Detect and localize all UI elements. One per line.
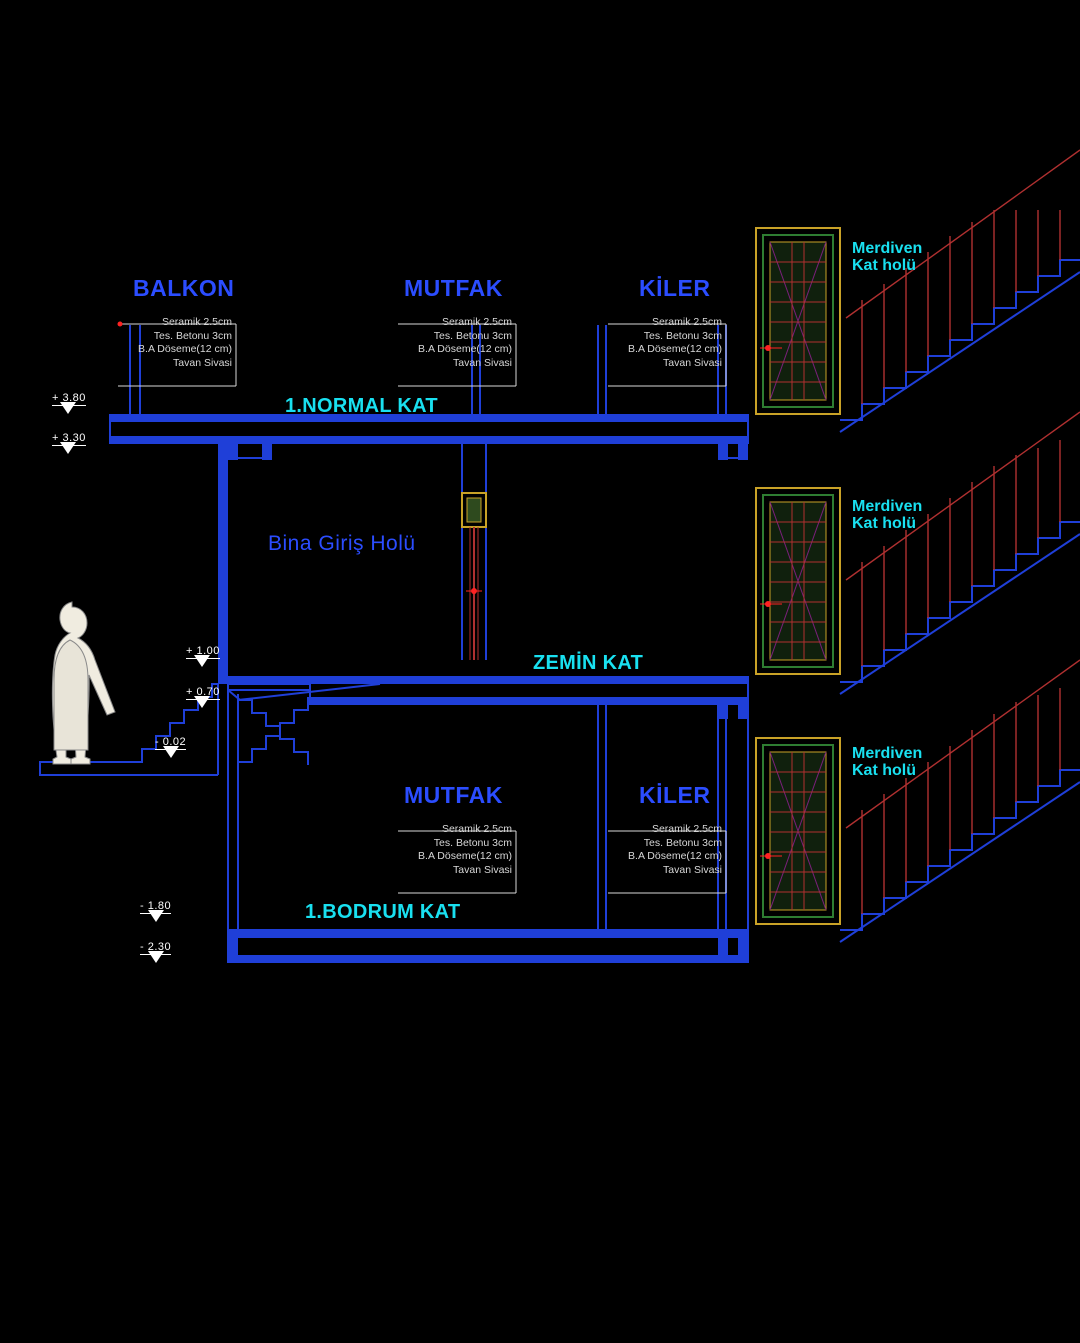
stair-core-ground — [756, 488, 840, 674]
spec-kiler-alt — [602, 823, 722, 877]
stair-label-1-line2: Kat holü — [852, 257, 916, 274]
level-marker-330: + 3.30 — [52, 432, 86, 444]
floor-label-bodrum-kat: 1.BODRUM KAT — [305, 901, 461, 923]
level-marker-380: + 3.80 — [52, 392, 86, 404]
stair-label-1-line1: Merdiven — [852, 240, 923, 257]
spec-line: Seramik 2.5cm — [441, 316, 512, 328]
spec-line: Seramik 2.5cm — [651, 316, 722, 328]
spec-line: Tes. Betonu 3cm — [433, 836, 512, 849]
stair-core-upper — [756, 228, 840, 414]
stair-run-lower — [840, 660, 1080, 942]
spec-mutfak-alt — [392, 823, 512, 877]
stair-label-1 — [852, 240, 922, 274]
spec-line: Seramik 2.5cm — [161, 316, 232, 328]
stair-label-3-line2: Kat holü — [852, 762, 916, 779]
spec-balkon — [112, 316, 232, 370]
spec-line: Tes. Betonu 3cm — [153, 329, 232, 342]
room-label-mutfak-alt: MUTFAK — [404, 782, 503, 808]
spec-line: B.A Döseme(12 cm) — [138, 343, 232, 355]
spec-line: B.A Döseme(12 cm) — [628, 343, 722, 355]
person-figure — [52, 602, 115, 764]
room-label-balkon: BALKON — [133, 275, 235, 301]
stair-label-3 — [852, 745, 922, 779]
spec-line: Tavan Sivasi — [173, 356, 232, 369]
spec-line: Tavan Sivasi — [453, 356, 512, 369]
stair-label-2 — [852, 498, 922, 532]
room-label-kiler-alt: KİLER — [639, 782, 711, 808]
floor-label-zemin-kat: ZEMİN KAT — [533, 652, 644, 674]
level-marker-180: - 1.80 — [140, 900, 172, 912]
spec-line: Tes. Betonu 3cm — [643, 329, 722, 342]
spec-line: Tes. Betonu 3cm — [433, 329, 512, 342]
spec-line: B.A Döseme(12 cm) — [418, 850, 512, 862]
spec-line: B.A Döseme(12 cm) — [628, 850, 722, 862]
room-label-mutfak-ust: MUTFAK — [404, 275, 503, 301]
hall-label: Bina Giriş Holü — [268, 532, 416, 555]
level-marker-002: - 0.02 — [155, 736, 187, 748]
spec-mutfak-ust — [392, 316, 512, 370]
level-marker-100: + 1.00 — [186, 645, 220, 657]
floor-label-normal-kat: 1.NORMAL KAT — [285, 395, 438, 417]
spec-line: Seramik 2.5cm — [651, 823, 722, 835]
spec-line: Tavan Sivasi — [663, 863, 722, 876]
spec-line: Tavan Sivasi — [663, 356, 722, 369]
stair-run-middle — [840, 412, 1080, 694]
stair-run-upper — [840, 150, 1080, 432]
slab-normal-kat — [110, 414, 748, 460]
stair-label-3-line1: Merdiven — [852, 745, 923, 762]
spec-kiler-ust — [602, 316, 722, 370]
stair-label-2-line2: Kat holü — [852, 515, 916, 532]
spec-line: Tavan Sivasi — [453, 863, 512, 876]
spec-line: Seramik 2.5cm — [441, 823, 512, 835]
elevator-shaft-line — [462, 444, 486, 660]
stair-core-basement — [756, 738, 840, 924]
spec-line: B.A Döseme(12 cm) — [418, 343, 512, 355]
stair-label-2-line1: Merdiven — [852, 498, 923, 515]
level-marker-230: - 2.30 — [140, 941, 172, 953]
level-marker-070: + 0.70 — [186, 686, 220, 698]
room-label-kiler-ust: KİLER — [639, 275, 711, 301]
ground-floor-outline — [218, 444, 748, 719]
spec-line: Tes. Betonu 3cm — [643, 836, 722, 849]
